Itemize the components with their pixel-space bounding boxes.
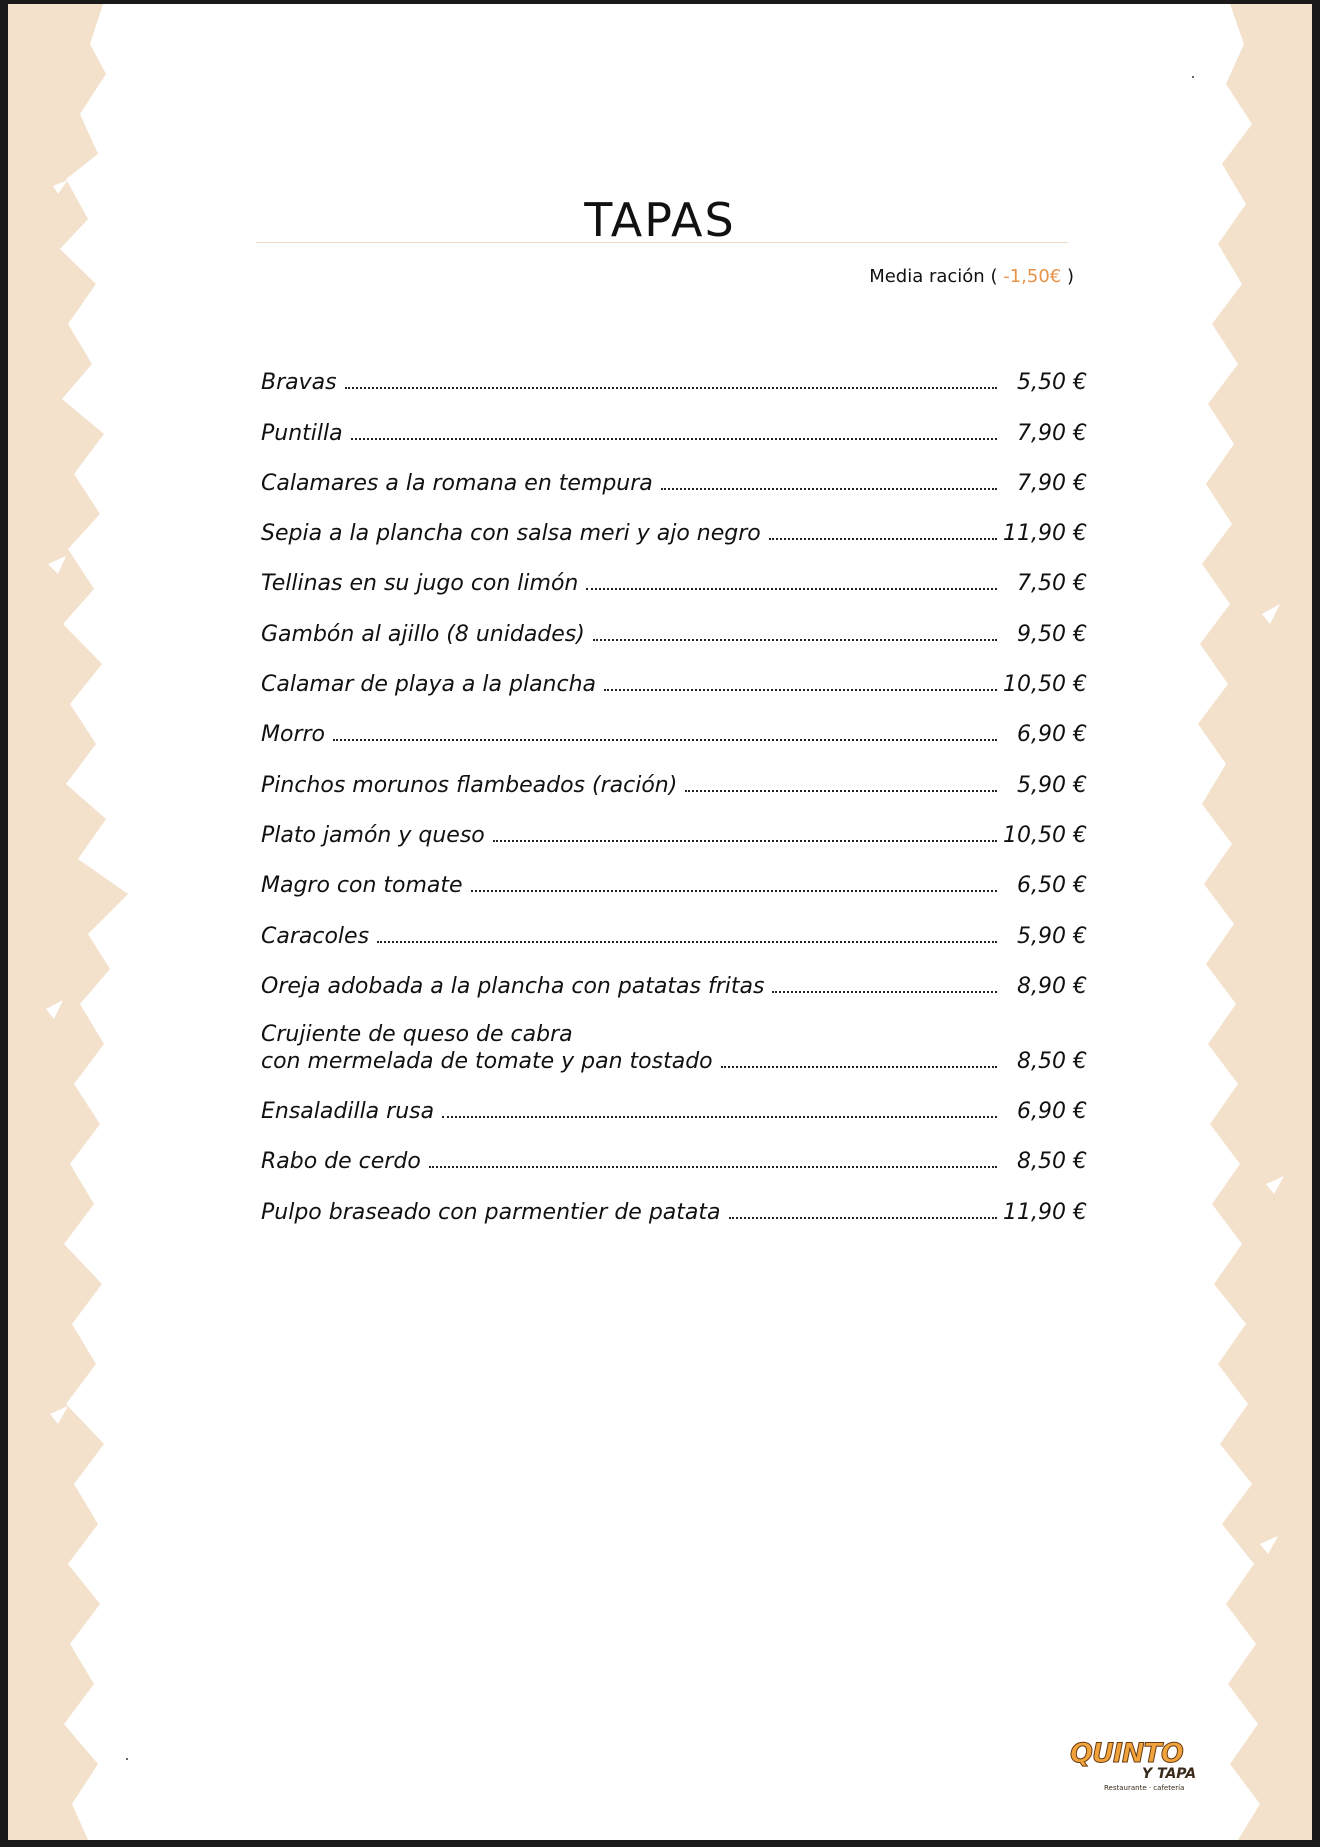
dot-leader	[721, 1066, 997, 1068]
item-price: 6,50 €	[1017, 873, 1087, 899]
dot-leader	[604, 689, 997, 691]
item-price: 9,50 €	[1017, 621, 1087, 647]
logo-main-text: QUINTO	[1070, 1738, 1183, 1769]
menu-item	[261, 748, 1087, 798]
dot-leader	[351, 438, 997, 440]
item-name: Caracoles	[261, 923, 370, 949]
menu-item	[261, 1175, 1087, 1225]
menu-item	[261, 396, 1087, 446]
menu-item	[261, 1125, 1087, 1175]
half-portion-note	[869, 266, 1074, 287]
page-title: TAPAS	[584, 192, 736, 247]
menu-item	[261, 899, 1087, 949]
dot-leader	[493, 840, 997, 842]
dot-leader	[586, 588, 997, 590]
dot-leader	[729, 1217, 998, 1219]
restaurant-logo	[1070, 1738, 1200, 1800]
item-price: 10,50 €	[1003, 672, 1087, 698]
dot-leader	[429, 1166, 997, 1168]
item-name: Calamar de playa a la plancha	[261, 672, 597, 698]
item-price: 7,90 €	[1017, 470, 1087, 496]
item-price: 11,90 €	[1003, 1199, 1087, 1225]
dot-leader	[593, 639, 997, 641]
item-price: 5,50 €	[1017, 370, 1087, 396]
menu-item	[261, 698, 1087, 748]
item-name: Gambón al ajillo (8 unidades)	[261, 621, 585, 647]
menu-item	[261, 447, 1087, 497]
half-portion-close: )	[1066, 266, 1074, 287]
item-name: Magro con tomate	[261, 873, 463, 899]
item-price: 5,90 €	[1017, 923, 1087, 949]
menu-list	[261, 346, 1087, 1226]
menu-page	[8, 4, 1312, 1840]
item-name: Puntilla	[261, 420, 343, 446]
item-name: Pulpo braseado con parmentier de patata	[261, 1199, 721, 1225]
dot-leader	[661, 488, 997, 490]
half-portion-discount: -1,50€	[1003, 266, 1062, 287]
left-decorative-border	[8, 4, 148, 1840]
item-name: Calamares a la romana en tempura	[261, 470, 653, 496]
item-name: Sepia a la plancha con salsa meri y ajo negro	[261, 521, 761, 547]
dot-leader	[471, 890, 997, 892]
title-divider	[256, 242, 1068, 243]
item-price: 11,90 €	[1003, 521, 1087, 547]
dot-leader	[685, 790, 997, 792]
item-name: Pinchos morunos flambeados (ración)	[261, 772, 678, 798]
menu-item	[261, 799, 1087, 849]
menu-item	[261, 950, 1087, 1000]
dot-leader	[442, 1116, 997, 1118]
menu-item	[261, 346, 1087, 396]
item-name: Rabo de cerdo	[261, 1149, 421, 1175]
item-price: 6,90 €	[1017, 1099, 1087, 1125]
dot-leader	[345, 387, 997, 389]
item-price: 7,50 €	[1017, 571, 1087, 597]
menu-item	[261, 1075, 1087, 1125]
item-price: 5,90 €	[1017, 772, 1087, 798]
item-price: 6,90 €	[1017, 722, 1087, 748]
item-price: 8,50 €	[1017, 1048, 1087, 1074]
menu-item	[261, 849, 1087, 899]
speck-mark	[1192, 76, 1194, 78]
right-decorative-border	[1172, 4, 1312, 1840]
item-price: 7,90 €	[1017, 420, 1087, 446]
dot-leader	[772, 991, 997, 993]
half-portion-label: Media ración (	[869, 266, 998, 287]
dot-leader	[333, 739, 997, 741]
item-price: 10,50 €	[1003, 822, 1087, 848]
menu-item	[261, 1000, 1087, 1075]
menu-item	[261, 497, 1087, 547]
logo-sub-text: Y TAPA	[1142, 1766, 1197, 1782]
logo-tagline: Restaurante · cafetería	[1104, 1784, 1185, 1792]
dot-leader	[769, 538, 997, 540]
item-price: 8,50 €	[1017, 1149, 1087, 1175]
speck-mark	[126, 1758, 128, 1760]
menu-item	[261, 547, 1087, 597]
item-name: Tellinas en su jugo con limón	[261, 571, 579, 597]
item-name: Morro	[261, 722, 325, 748]
item-name: Crujiente de queso de cabra con mermelada de tomate y pan tostado	[261, 1021, 713, 1074]
menu-item	[261, 597, 1087, 647]
item-name: Ensaladilla rusa	[261, 1099, 435, 1125]
item-name: Bravas	[261, 370, 337, 396]
menu-item	[261, 648, 1087, 698]
item-price: 8,90 €	[1017, 973, 1087, 999]
item-name: Plato jamón y queso	[261, 822, 485, 848]
item-name: Oreja adobada a la plancha con patatas fritas	[261, 973, 765, 999]
dot-leader	[377, 941, 997, 943]
